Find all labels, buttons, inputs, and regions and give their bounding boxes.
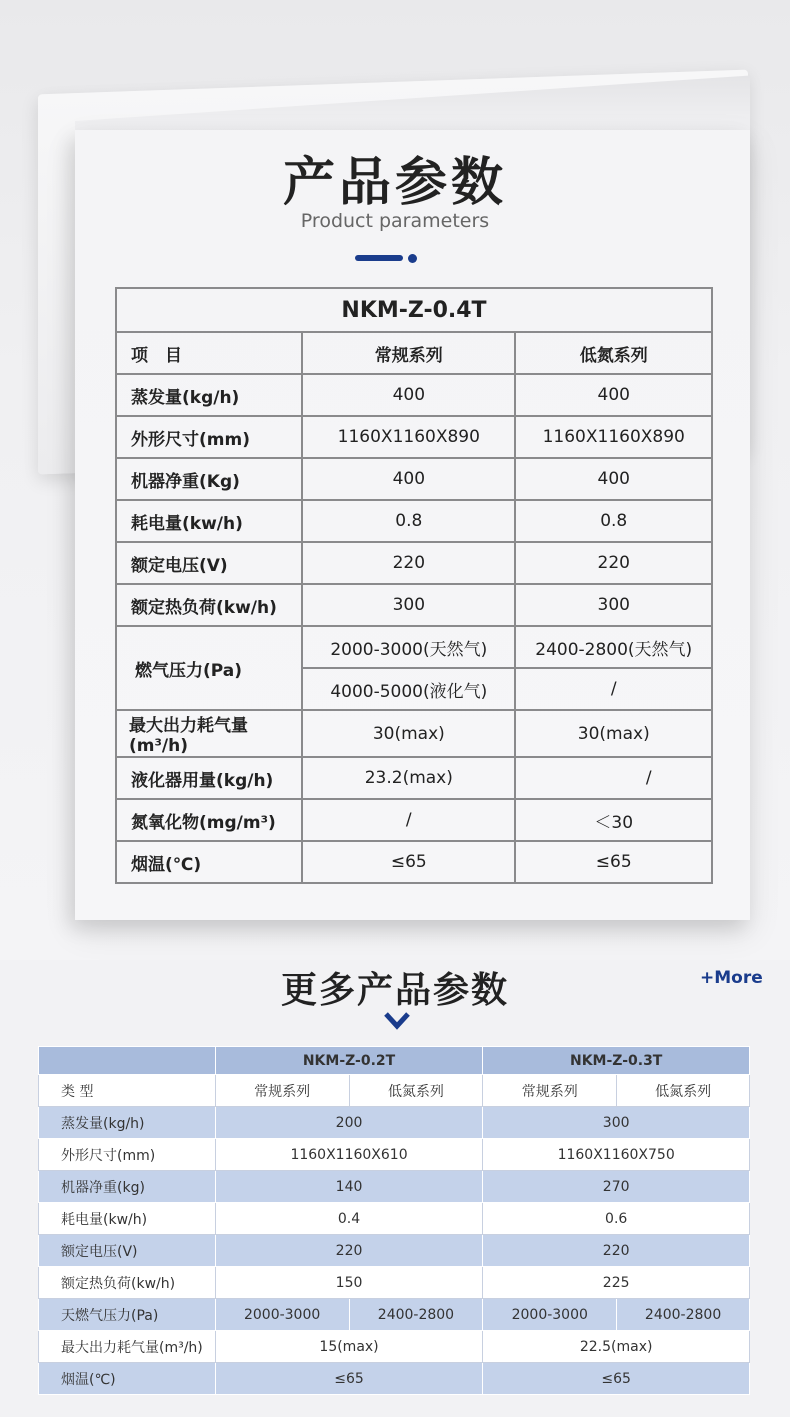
spec-row <box>116 500 712 542</box>
more-row-a: 0.4 <box>215 1203 483 1235</box>
spec-col-item: 项 目 <box>116 332 302 374</box>
spec-row-lownox: 1160X1160X890 <box>515 416 712 458</box>
spec-col-lownox: 低氮系列 <box>515 332 712 374</box>
more-model-a: NKM-Z-0.2T <box>215 1047 483 1075</box>
spec-row-label: 外形尺寸(mm) <box>116 416 302 458</box>
spec-gas-lownox-natural: 2400-2800(天然气) <box>515 626 712 668</box>
spec-row <box>116 799 712 841</box>
spec-row <box>116 584 712 626</box>
spec-row <box>116 757 712 799</box>
spec-col-standard: 常规系列 <box>302 332 515 374</box>
more-type-b-lownox: 低氮系列 <box>617 1075 750 1107</box>
more-row-b: 0.6 <box>483 1203 750 1235</box>
more-row-a: 200 <box>215 1107 483 1139</box>
spec-model-name: NKM-Z-0.4T <box>116 288 712 332</box>
more-row-a: 1160X1160X610 <box>215 1139 483 1171</box>
more-gas-label: 天燃气压力(Pa) <box>39 1299 216 1331</box>
spec-row-label: 机器净重(Kg) <box>116 458 302 500</box>
more-model-blank <box>39 1047 216 1075</box>
spec-gas-lownox-lpg: / <box>515 668 712 710</box>
more-row-a: ≤65 <box>215 1363 483 1395</box>
spec-row-standard: 400 <box>302 374 515 416</box>
more-row-b: 1160X1160X750 <box>483 1139 750 1171</box>
more-row-b: 300 <box>483 1107 750 1139</box>
spec-gas-standard-natural: 2000-3000(天然气) <box>302 626 515 668</box>
more-type-a-standard: 常规系列 <box>215 1075 349 1107</box>
spec-row-standard: ≤65 <box>302 841 515 883</box>
more-row-label: 烟温(℃) <box>39 1363 216 1395</box>
more-row-label: 耗电量(kw/h) <box>39 1203 216 1235</box>
more-type-a-lownox: 低氮系列 <box>349 1075 483 1107</box>
more-link[interactable]: +More <box>700 968 763 988</box>
more-row <box>39 1235 750 1267</box>
spec-row-standard: 1160X1160X890 <box>302 416 515 458</box>
more-row-b: 22.5(max) <box>483 1331 750 1363</box>
more-row-label: 额定电压(V) <box>39 1235 216 1267</box>
spec-row-lownox: ≤65 <box>515 841 712 883</box>
spec-row-label: 蒸发量(kg/h) <box>116 374 302 416</box>
more-gas-a-lownox: 2400-2800 <box>349 1299 483 1331</box>
spec-row-standard: / <box>302 799 515 841</box>
more-row-label: 最大出力耗气量(m³/h) <box>39 1331 216 1363</box>
more-row-label: 蒸发量(kg/h) <box>39 1107 216 1139</box>
spec-header-row <box>116 332 712 374</box>
spec-row-label: 氮氧化物(mg/m³) <box>116 799 302 841</box>
title-underline-bar <box>355 255 403 261</box>
spec-row-lownox: ＜30 <box>515 799 712 841</box>
more-section-title: 更多产品参数 <box>280 970 509 1011</box>
more-row-label: 外形尺寸(mm) <box>39 1139 216 1171</box>
more-type-label: 类 型 <box>39 1075 216 1107</box>
spec-row-lownox: 30(max) <box>515 710 712 757</box>
spec-row <box>116 710 712 757</box>
spec-row-lownox: 400 <box>515 374 712 416</box>
spec-row-lownox: 220 <box>515 542 712 584</box>
page-title: 产品参数 <box>282 153 507 213</box>
spec-gas-label: 燃气压力(Pa) <box>116 626 302 710</box>
more-gas-b-lownox: 2400-2800 <box>617 1299 750 1331</box>
more-row-b: ≤65 <box>483 1363 750 1395</box>
more-gas-b-standard: 2000-3000 <box>483 1299 617 1331</box>
spec-table <box>115 287 713 884</box>
chevron-down-icon <box>384 1012 410 1032</box>
spec-row-label: 烟温(℃) <box>116 841 302 883</box>
spec-row-standard: 400 <box>302 458 515 500</box>
spec-row-standard: 300 <box>302 584 515 626</box>
spec-gas-row <box>116 626 712 668</box>
more-row <box>39 1139 750 1171</box>
title-underline-dot <box>408 254 417 263</box>
more-row <box>39 1363 750 1395</box>
more-row-a: 150 <box>215 1267 483 1299</box>
more-row-a: 140 <box>215 1171 483 1203</box>
page-subtitle: Product parameters <box>300 210 490 232</box>
spec-row <box>116 374 712 416</box>
spec-row <box>116 416 712 458</box>
spec-gas-standard-lpg: 4000-5000(液化气) <box>302 668 515 710</box>
more-row-a: 220 <box>215 1235 483 1267</box>
more-row-b: 220 <box>483 1235 750 1267</box>
spec-row <box>116 841 712 883</box>
spec-row-label: 额定热负荷(kw/h) <box>116 584 302 626</box>
spec-row-label: 耗电量(kw/h) <box>116 500 302 542</box>
spec-row-label: 额定电压(V) <box>116 542 302 584</box>
spec-row-lownox: 400 <box>515 458 712 500</box>
more-model-b: NKM-Z-0.3T <box>483 1047 750 1075</box>
more-row-label: 机器净重(kg) <box>39 1171 216 1203</box>
spec-row-label: 液化器用量(kg/h) <box>116 757 302 799</box>
more-type-b-standard: 常规系列 <box>483 1075 617 1107</box>
spec-row-lownox: 300 <box>515 584 712 626</box>
more-type-row <box>39 1075 750 1107</box>
spec-row <box>116 542 712 584</box>
spec-row-lownox: 0.8 <box>515 500 712 542</box>
more-row <box>39 1107 750 1139</box>
spec-model-row <box>116 288 712 332</box>
more-row <box>39 1203 750 1235</box>
spec-row-standard: 220 <box>302 542 515 584</box>
spec-row-label: 最大出力耗气量(m³/h) <box>116 710 302 757</box>
more-row-a: 15(max) <box>215 1331 483 1363</box>
spec-row-standard: 0.8 <box>302 500 515 542</box>
more-row-b: 225 <box>483 1267 750 1299</box>
more-row <box>39 1267 750 1299</box>
more-gas-a-standard: 2000-3000 <box>215 1299 349 1331</box>
more-gas-row <box>39 1299 750 1331</box>
more-row <box>39 1171 750 1203</box>
more-row-label: 额定热负荷(kw/h) <box>39 1267 216 1299</box>
more-row-b: 270 <box>483 1171 750 1203</box>
spec-row-standard: 23.2(max) <box>302 757 515 799</box>
more-model-row <box>39 1047 750 1075</box>
more-row <box>39 1331 750 1363</box>
spec-row <box>116 458 712 500</box>
more-table <box>38 1046 750 1395</box>
spec-row-lownox: / <box>515 757 712 799</box>
spec-row-standard: 30(max) <box>302 710 515 757</box>
